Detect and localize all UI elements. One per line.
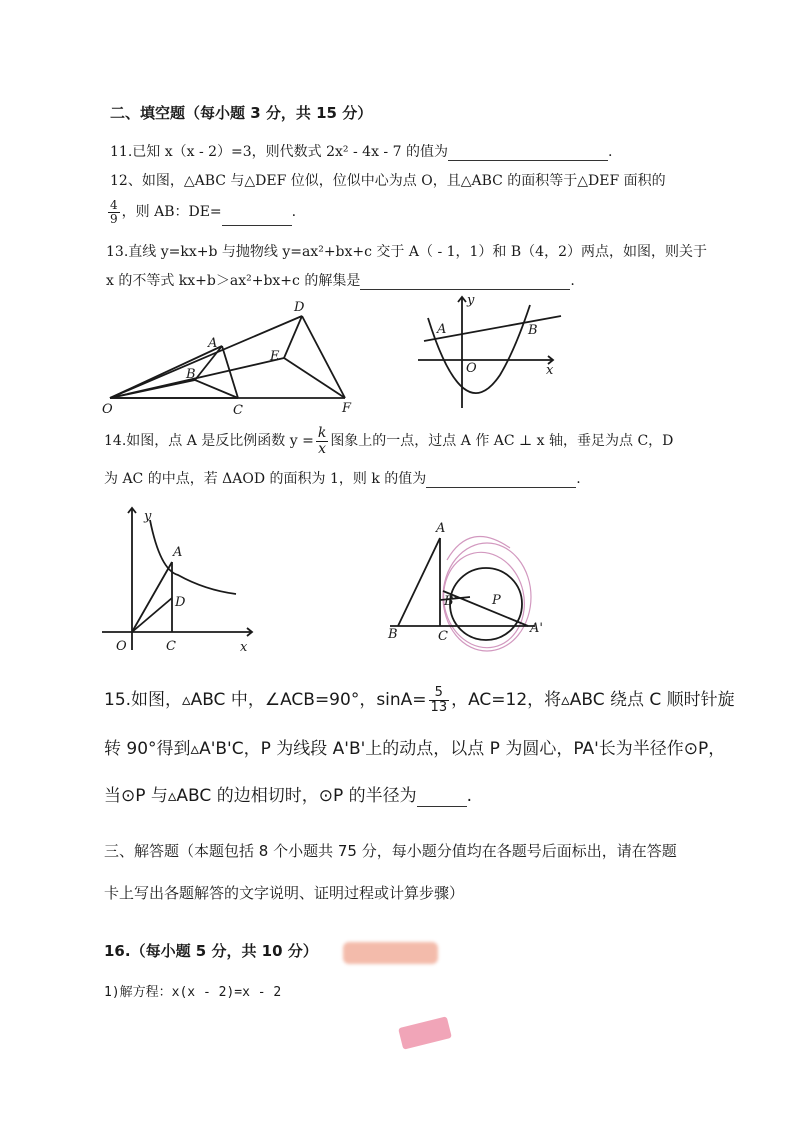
label-F: F — [342, 401, 352, 416]
label-A: A — [208, 336, 218, 351]
section-3-line1: 三、解答题（本题包括 8 个小题共 75 分，每小题分值均在各题号后面标出，请在答题 — [104, 842, 677, 860]
label-D: D — [294, 300, 305, 315]
question-11-text: 11.已知 x（x - 2）=3，则代数式 2x² - 4x - 7 的值为 — [110, 144, 448, 160]
label-y: y — [467, 293, 475, 308]
label-C: C — [233, 403, 243, 418]
period: . — [570, 273, 575, 289]
question-15-text: 当⊙P 与▵ABC 的边相切时，⊙P 的半径为 — [104, 786, 417, 806]
question-14-text: 为 AC 的中点，若 ΔAOD 的面积为 1，则 k 的值为 — [104, 471, 427, 487]
fraction-numerator: k — [317, 424, 327, 441]
question-15-pre: 15.如图，▵ABC 中，∠ACB=90°，sinA= — [104, 690, 427, 710]
fraction-5-13 — [429, 686, 450, 715]
label-y: y — [144, 509, 152, 524]
question-12-text: ，则 AB：DE= — [121, 204, 222, 220]
label-B: B — [388, 627, 398, 642]
label-A: A — [436, 521, 446, 536]
question-15-line2: 转 90°得到▵A'B'C，P 为线段 A'B'上的动点，以点 P 为圆心，PA'长为半径作⊙P， — [104, 739, 726, 759]
period: . — [607, 144, 613, 160]
label-x: x — [240, 640, 248, 655]
label-O: O — [466, 361, 477, 376]
label-O: O — [102, 402, 113, 417]
question-16-title: 16.（每小题 5 分，共 10 分） — [104, 942, 318, 960]
label-A: A — [173, 545, 183, 560]
question-15-line3 — [104, 785, 472, 807]
fraction-denominator: 9 — [110, 211, 118, 226]
period: . — [576, 471, 581, 487]
label-C: C — [438, 629, 448, 644]
question-12-line1: 12、如图，△ABC 与△DEF 位似，位似中心为点 O，且△ABC 的面积等于△DEF 面积的 — [110, 173, 666, 189]
question-13-line1: 13.直线 y=kx+b 与抛物线 y=ax²+bx+c 交于 A（ - 1，1）和 B（4，2）两点，如图，则关于 — [106, 244, 707, 260]
label-A-prime: A' — [530, 621, 543, 636]
question-14-suffix: 图象上的一点，过点 A 作 AC ⊥ x 轴，垂足为点 C，D — [330, 433, 674, 449]
label-B-prime: B' — [444, 594, 458, 609]
label-P: P — [492, 593, 501, 608]
period: . — [291, 204, 297, 220]
section-2-title: 二、填空题（每小题 3 分，共 15 分） — [110, 104, 373, 122]
pink-smudge-mark — [343, 942, 438, 964]
question-14-prefix: 14.如图，点 A 是反比例函数 y = — [104, 433, 314, 449]
label-E: E — [270, 349, 280, 364]
fraction-numerator: 5 — [429, 686, 450, 701]
label-B: B — [528, 323, 538, 338]
fraction-denominator: x — [318, 440, 327, 457]
question-16-part-1: 1)解方程：x(x - 2)=x - 2 — [104, 985, 282, 1000]
label-C: C — [166, 639, 176, 654]
fraction-numerator: 4 — [110, 197, 118, 212]
label-O: O — [116, 639, 127, 654]
fraction-denominator: 13 — [430, 699, 448, 715]
question-15-post: ，AC=12，将▵ABC 绕点 C 顺时针旋 — [451, 690, 735, 710]
answer-blank-15[interactable] — [417, 806, 467, 807]
question-13-text: x 的不等式 kx+b＞ax²+bx+c 的解集是 — [106, 273, 361, 289]
label-D: D — [175, 595, 186, 610]
question-15-line1 — [104, 682, 735, 718]
label-x: x — [546, 363, 554, 378]
section-3-line2: 卡上写出各题解答的文字说明、证明过程或计算步骤） — [104, 884, 465, 902]
label-A: A — [437, 322, 447, 337]
label-B: B — [186, 367, 196, 382]
period: . — [466, 786, 473, 806]
